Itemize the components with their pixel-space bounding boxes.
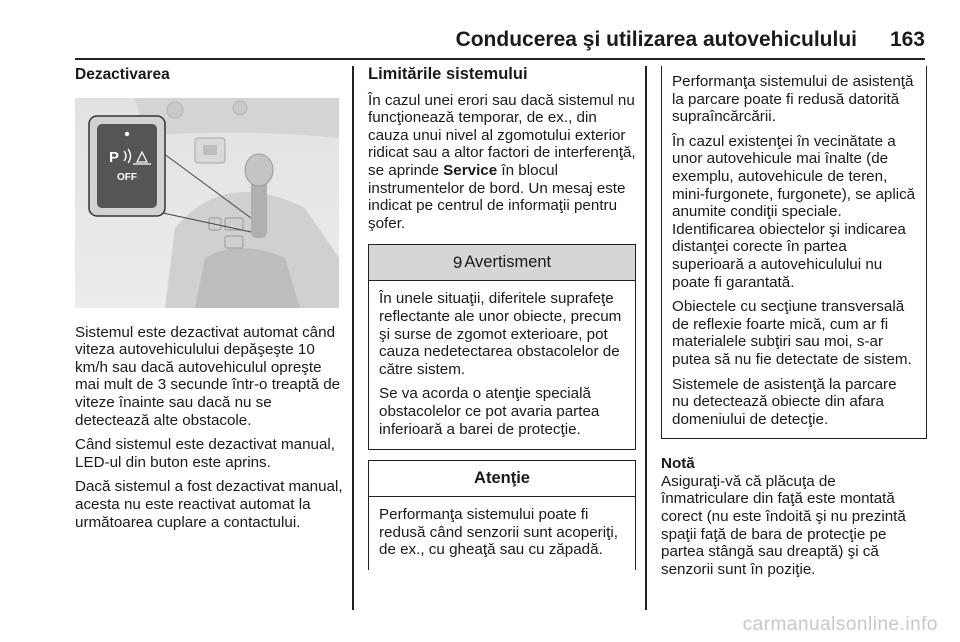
attention-header: Atenţie	[369, 461, 635, 497]
service-keyword: Service	[443, 161, 498, 179]
section-heading-deactivation: Dezactivarea	[75, 66, 170, 83]
intro-paragraph	[368, 92, 636, 233]
attention-box	[368, 460, 636, 570]
paragraph: Dacă sistemul a fost dezactivat manual, acesta nu este reactivat automat la următoarea cuplare a contactului.	[75, 478, 343, 531]
attention-paragraph: Obiectele cu secţiune transversală de reflexie foarte mică, cum ar fi materialele subţiri sau moi, s-ar putea să nu fie detectate de sistem.	[672, 298, 912, 368]
warning-box	[368, 244, 636, 450]
column-limitations	[368, 66, 636, 570]
watermark: carmanualsonline.info	[742, 614, 938, 635]
header-rule	[75, 58, 925, 60]
intro-text: În cazul unei erori sau dacă sistemul nu funcţionează temporar, de ex., din cauza unui nivel al zgomotului exterior ridicat sau a altor factori de interferenţă, se aprinde	[368, 91, 636, 179]
warning-paragraph: În unele situaţii, diferitele suprafeţe reflectante ale unor obiecte, precum şi surse de zgomot exterioare, pot cauza nedetectarea obstacolelor de către sistem.	[379, 290, 622, 378]
note-text: Asiguraţi-vă că plăcuţa de înmatriculare din faţă este montată corect (nu este îndoită şi nu prezintă spaţii faţă de bara de protecţie pe partea stângă sau dreaptă) şi că senzorii sunt în poziţie.	[661, 472, 906, 578]
column-continued	[661, 66, 927, 585]
parking-sensor-symbol: P	[109, 148, 120, 166]
section-heading-limitations: Limitările sistemului	[368, 65, 528, 83]
warning-icon: 9	[452, 253, 463, 273]
warning-header	[369, 245, 635, 281]
warning-title: Avertisment	[464, 253, 552, 272]
column-divider	[645, 66, 647, 610]
attention-paragraph: Performanţa sistemului de asistenţă la parcare poate fi redusă datorită supraîncărcării.	[672, 73, 914, 126]
attention-box-continued	[661, 66, 927, 439]
note-title: Notă	[661, 455, 695, 473]
intro-text: în blocul instrumentelor de bord. Un mesaj este indicat pe centrul de informaţii pentru şofer.	[368, 161, 626, 232]
chapter-title: Conducerea şi utilizarea autovehiculului	[455, 28, 857, 51]
paragraph: Sistemul este dezactivat automat când viteza autovehiculului depăşeşte 10 km/h sau dacă autovehiculul opreşte mai mult de 3 secunde într-o treaptă de viteze înainte sau dacă nu se detectează alte obstacole.	[75, 323, 341, 429]
column-deactivation	[75, 66, 343, 538]
page-header	[75, 28, 925, 56]
attention-paragraph: Sistemele de asistenţă la parcare nu detectează obiecte din afara domeniului de detecţie.	[672, 375, 897, 428]
warning-paragraph: Se va acorda o atenţie specială obstacolelor ce pot avaria partea inferioară a barei de protecţie.	[379, 385, 600, 438]
page-number: 163	[889, 28, 925, 51]
paragraph: Când sistemul este dezactivat manual, LED-ul din buton este aprins.	[75, 436, 336, 471]
column-divider	[352, 66, 354, 610]
attention-paragraph: În cazul existenţei în vecinătate a unor autovehicule mai înalte (de exemplu, autovehicule de teren, mini-furgonete, furgonete), se aplică anumite condiţii speciale. Identificarea obiectelor şi indicarea distanţei corecte în partea superioară a autovehiculului nu poate fi garantată.	[672, 132, 916, 291]
off-button-label: OFF	[117, 171, 137, 183]
parking-button-illustration	[75, 98, 339, 308]
attention-paragraph: Performanţa sistemului poate fi redusă când senzorii sunt acoperiţi, de ex., cu gheaţă sau cu zăpadă.	[379, 506, 618, 559]
